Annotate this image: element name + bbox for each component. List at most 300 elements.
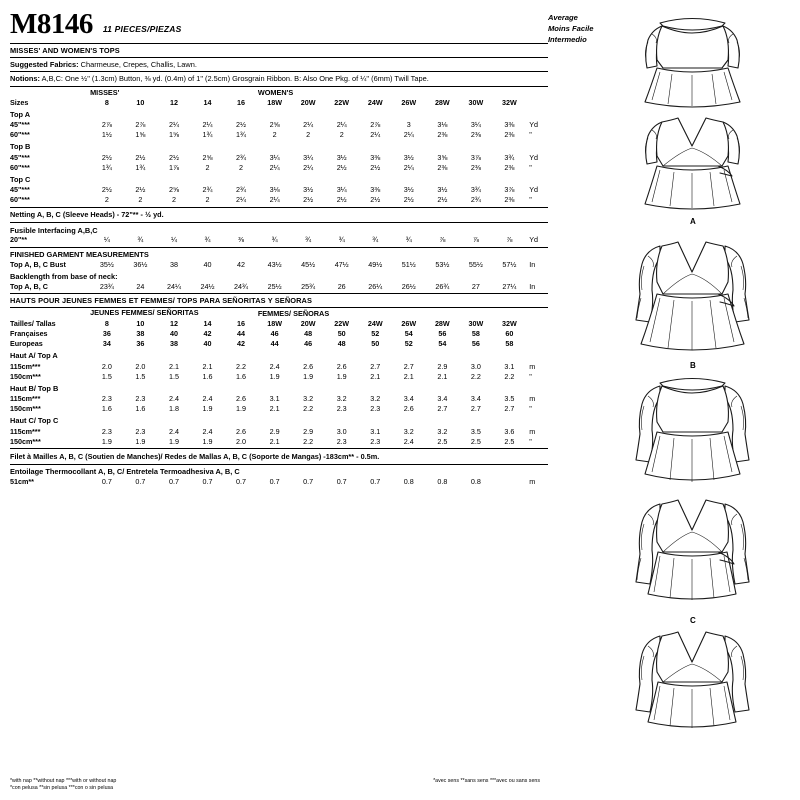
size-cell: 52 bbox=[371, 329, 380, 339]
figure-c-front bbox=[593, 490, 793, 625]
yardage-cell: 2.2 bbox=[504, 371, 515, 381]
yardage-row bbox=[10, 371, 548, 381]
width-label: 20"** bbox=[10, 235, 27, 245]
size-cell: 20W bbox=[300, 318, 316, 328]
yardage-cell: 2⅜ bbox=[470, 130, 481, 140]
measurement-cell: 24¾ bbox=[234, 281, 249, 291]
width-label: 150cm*** bbox=[10, 436, 41, 446]
measurement-cell: 47½ bbox=[334, 259, 349, 269]
yardage-cell: 2 bbox=[306, 130, 311, 140]
yardage-row bbox=[10, 195, 548, 205]
interfacing-cell: 0.8 bbox=[470, 476, 481, 486]
finished-row bbox=[10, 259, 548, 269]
yardage-cell: 1⅞ bbox=[168, 162, 179, 172]
yardage-cell: 2.7 bbox=[437, 404, 448, 414]
measurement-cell: 24½ bbox=[200, 281, 215, 291]
yardage-cell: 2⅝ bbox=[269, 120, 280, 130]
yardage-cell: 2 bbox=[239, 162, 244, 172]
yardage-cell: 2 bbox=[272, 130, 277, 140]
interfacing-cell: 0.7 bbox=[269, 476, 280, 486]
interfacing-cell: ¾ bbox=[405, 235, 412, 245]
size-cell: 10 bbox=[136, 318, 145, 328]
size-cell: 12 bbox=[169, 318, 178, 328]
interfacing-cell: ⅞ bbox=[506, 235, 513, 245]
section-title: Top B bbox=[10, 142, 31, 152]
yardage-cell: 2.7 bbox=[470, 404, 481, 414]
yardage-cell: 3⅞ bbox=[470, 152, 481, 162]
finished-measurements-table bbox=[10, 259, 548, 269]
size-cell: 54 bbox=[404, 329, 413, 339]
yardage-cell: 1.9 bbox=[135, 436, 146, 446]
footnotes bbox=[10, 778, 540, 792]
figure-label-a: A bbox=[690, 217, 696, 226]
yardage-cell: 2.7 bbox=[504, 404, 515, 414]
section-title-row bbox=[10, 349, 548, 361]
yardage-cell: 2½ bbox=[135, 184, 146, 194]
yardage-cell: 2½ bbox=[101, 184, 112, 194]
yardage-cell: 2.2 bbox=[236, 361, 247, 371]
yardage-cell: 2⅜ bbox=[437, 130, 448, 140]
yardage-cell: 1.9 bbox=[168, 436, 179, 446]
backlength-row bbox=[10, 281, 548, 291]
size-cell: 20W bbox=[300, 97, 316, 107]
unit-cell: m bbox=[529, 361, 536, 371]
yardage-cell: 2.5 bbox=[504, 436, 515, 446]
yardage-cell: 2½ bbox=[135, 152, 146, 162]
interfacing-title-french-spanish: Entoilage Thermocollant A, B, C/ Entretela Termoadhesiva A, B, C bbox=[10, 467, 240, 477]
yardage-cell: 2¼ bbox=[303, 120, 314, 130]
yardage-cell: 3.6 bbox=[504, 426, 515, 436]
measurement-cell: 43½ bbox=[267, 259, 282, 269]
yardage-cell: 2.6 bbox=[403, 404, 414, 414]
backlength-table bbox=[10, 281, 548, 291]
interfacing-cell: ¾ bbox=[338, 235, 345, 245]
group-header-row bbox=[10, 308, 548, 318]
yardage-cell: 2⅝ bbox=[168, 184, 179, 194]
yardage-cell: 2¾ bbox=[236, 152, 247, 162]
yardage-cell: 2¾ bbox=[236, 184, 247, 194]
notions-value: A,B,C: One ½" (1.3cm) Button, ⅜ yd. (0.4m) of 1" (2.5cm) Grosgrain Ribbon. B: Also One Pkg. of ¼" (6mm) Twill Tape. bbox=[39, 74, 429, 83]
yardage-cell: 3¾ bbox=[504, 152, 515, 162]
yardage-cell: 2.0 bbox=[236, 436, 247, 446]
size-cell: 8 bbox=[104, 318, 109, 328]
width-label: 45"*** bbox=[10, 184, 30, 194]
interfacing-cell bbox=[493, 476, 527, 486]
yardage-cell: 1½ bbox=[101, 130, 112, 140]
interfacing-cell: 0.8 bbox=[403, 476, 414, 486]
yardage-cell: 3.1 bbox=[504, 361, 515, 371]
interfacing-cell: ¾ bbox=[372, 235, 379, 245]
measurement-label: Top A, B, C bbox=[10, 281, 48, 291]
yardage-cell: 2½ bbox=[168, 152, 179, 162]
yardage-cell: 2½ bbox=[236, 120, 247, 130]
measurement-cell: 40 bbox=[203, 259, 212, 269]
section-title: Top C bbox=[10, 174, 31, 184]
yardage-cell: 1.9 bbox=[269, 371, 280, 381]
information-column bbox=[10, 10, 548, 794]
size-cell: 48 bbox=[337, 339, 346, 349]
size-row bbox=[10, 329, 548, 339]
yardage-cell: 3½ bbox=[336, 152, 347, 162]
page-title: MISSES' AND WOMEN'S TOPS bbox=[10, 46, 120, 55]
size-cell: 46 bbox=[270, 329, 279, 339]
yardage-cell: 3 bbox=[406, 120, 411, 130]
section-title: Top A bbox=[10, 109, 31, 119]
yardage-cell: 1.9 bbox=[336, 371, 347, 381]
yardage-cell: 2½ bbox=[336, 195, 347, 205]
unit-cell: " bbox=[529, 371, 532, 381]
yardage-cell: 2 bbox=[138, 195, 143, 205]
unit-cell: m bbox=[529, 476, 536, 486]
size-cell: 22W bbox=[334, 318, 350, 328]
interfacing-cell: ¼ bbox=[103, 235, 110, 245]
yardage-cell: 1.6 bbox=[202, 371, 213, 381]
yardage-cell: 2.6 bbox=[303, 361, 314, 371]
yardage-cell: 3⅛ bbox=[269, 184, 280, 194]
yardage-row bbox=[10, 361, 548, 371]
measurement-cell: 26¾ bbox=[435, 281, 450, 291]
bilingual-title: HAUTS POUR JEUNES FEMMES ET FEMMES/ TOPS PARA SEÑORITAS Y SEÑORAS bbox=[10, 296, 313, 306]
yardage-cell: 3½ bbox=[403, 152, 414, 162]
size-cell: 44 bbox=[270, 339, 279, 349]
interfacing-cell: 0.7 bbox=[236, 476, 247, 486]
interfacing-cell: ¾ bbox=[204, 235, 211, 245]
width-label: 60"*** bbox=[10, 130, 30, 140]
yardage-cell: 3.5 bbox=[470, 426, 481, 436]
size-cell: 26W bbox=[401, 97, 417, 107]
section-title-row bbox=[10, 381, 548, 393]
yardage-cell: 2½ bbox=[303, 195, 314, 205]
group-header-jeunes-femmes: JEUNES FEMMES/ SEÑORITAS bbox=[90, 308, 199, 318]
yardage-cell: 3⅞ bbox=[504, 184, 515, 194]
yardage-cell: 1.9 bbox=[303, 371, 314, 381]
measurement-cell: 26½ bbox=[401, 281, 416, 291]
group-header-row bbox=[10, 87, 548, 97]
yardage-row bbox=[10, 162, 548, 172]
yardage-cell: 2.9 bbox=[303, 426, 314, 436]
yardage-row bbox=[10, 184, 548, 194]
piece-count: 11 PIECES/PIEZAS bbox=[102, 24, 182, 34]
notions-label: Notions: bbox=[10, 74, 40, 83]
interfacing-table-english bbox=[10, 235, 548, 245]
size-cell: 60 bbox=[505, 329, 514, 339]
measurement-cell: 25½ bbox=[267, 281, 282, 291]
yardage-row bbox=[10, 436, 548, 446]
unit-cell: Yd bbox=[529, 235, 538, 245]
figure-a-front bbox=[593, 108, 793, 226]
yardage-cell: 2 bbox=[205, 162, 210, 172]
yardage-row bbox=[10, 152, 548, 162]
measurement-cell: 24 bbox=[136, 281, 145, 291]
size-cell: 42 bbox=[237, 339, 246, 349]
drawing-b-back bbox=[600, 370, 785, 490]
yardage-cell: 2.4 bbox=[168, 426, 179, 436]
yardage-cell: 1.8 bbox=[168, 404, 179, 414]
yardage-cell: 2.9 bbox=[437, 361, 448, 371]
yardage-cell: 3.1 bbox=[370, 426, 381, 436]
unit-cell: Yd bbox=[529, 120, 538, 130]
pattern-number: M8146 bbox=[10, 8, 93, 40]
footnote-with-or-without-nap: ***with or without nap bbox=[65, 777, 117, 784]
footnotes-french bbox=[433, 778, 540, 792]
backlength-title: Backlength from base of neck: bbox=[10, 271, 118, 281]
size-cell: 8 bbox=[104, 97, 109, 107]
interfacing-cell: 0.7 bbox=[135, 476, 146, 486]
unit-cell: " bbox=[529, 195, 532, 205]
size-cell: 14 bbox=[203, 318, 212, 328]
size-cell: 32W bbox=[502, 318, 517, 328]
yardage-cell: 2⅜ bbox=[504, 162, 515, 172]
yardage-cell: 2⅜ bbox=[504, 195, 515, 205]
yardage-cell: 2¼ bbox=[269, 195, 280, 205]
footnote-sin-pelusa: **sin pelusa bbox=[39, 784, 68, 791]
yardage-cell: 2.5 bbox=[470, 436, 481, 446]
yardage-cell: 2 bbox=[104, 195, 109, 205]
yardage-cell: 3⅜ bbox=[370, 184, 381, 194]
size-cell: 38 bbox=[169, 339, 178, 349]
size-cell: 46 bbox=[304, 339, 313, 349]
size-cell: 38 bbox=[136, 329, 145, 339]
measurement-cell: 45½ bbox=[301, 259, 316, 269]
footnote-avec-sens: *avec sens bbox=[433, 777, 459, 784]
yardage-cell: 3¼ bbox=[303, 152, 314, 162]
yardage-cell: 3.2 bbox=[403, 426, 414, 436]
size-cell: 22W bbox=[334, 97, 350, 107]
difficulty-fr: Moins Facile bbox=[547, 24, 594, 33]
size-cell: 14 bbox=[203, 97, 212, 107]
unit-cell: " bbox=[529, 404, 532, 414]
suggested-fabrics bbox=[10, 58, 548, 71]
yardage-cell: 2.3 bbox=[135, 426, 146, 436]
yardage-cell: 1.9 bbox=[202, 404, 213, 414]
unit-cell: m bbox=[529, 426, 536, 436]
yardage-cell: 2.3 bbox=[336, 404, 347, 414]
section-title: Haut C/ Top C bbox=[10, 416, 59, 426]
yardage-cell: 2.0 bbox=[101, 361, 112, 371]
measurement-cell: 51½ bbox=[401, 259, 416, 269]
yardage-cell: 3.4 bbox=[403, 394, 414, 404]
yardage-cell: 2¾ bbox=[202, 184, 213, 194]
width-label: 60"*** bbox=[10, 162, 30, 172]
yardage-cell: 2⅞ bbox=[101, 120, 112, 130]
netting-note-french-spanish: Filet à Mailles A, B, C (Soutien de Manches)/ Redes de Mallas A, B, C (Soporte de Mangas) -183cm** - 0.5m. bbox=[10, 451, 380, 461]
footnote-avec-ou-sans-sens: ***avec ou sans sens bbox=[489, 777, 540, 784]
yardage-cell: 2.0 bbox=[135, 361, 146, 371]
width-label: 115cm*** bbox=[10, 426, 41, 436]
yardage-cell: 2.2 bbox=[470, 371, 481, 381]
footnote-with-nap: *with nap bbox=[10, 777, 32, 784]
interfacing-row bbox=[10, 235, 548, 245]
yardage-cell: 2¼ bbox=[269, 162, 280, 172]
yardage-cell: 2 bbox=[171, 195, 176, 205]
sizes-row bbox=[10, 97, 548, 107]
drawing-c-front bbox=[600, 490, 785, 615]
size-cell: 32W bbox=[502, 97, 517, 107]
yardage-cell: 2 bbox=[339, 130, 344, 140]
yardage-cell: 2.3 bbox=[370, 436, 381, 446]
figure-b-back bbox=[593, 370, 793, 490]
yardage-cell: 2.1 bbox=[269, 436, 280, 446]
interfacing-cell: 0.8 bbox=[437, 476, 448, 486]
yardage-cell: 3⅜ bbox=[370, 152, 381, 162]
yardage-cell: 1¾ bbox=[101, 162, 112, 172]
size-cell: 18W bbox=[267, 97, 282, 107]
footnote-without-nap: **without nap bbox=[33, 777, 65, 784]
figure-b-front bbox=[593, 232, 793, 370]
yardage-cell: 2.3 bbox=[336, 436, 347, 446]
size-cell: 52 bbox=[404, 339, 413, 349]
yardage-cell: 1¾ bbox=[135, 162, 146, 172]
size-cell: 28W bbox=[434, 97, 450, 107]
size-label: Tailles/ Tallas bbox=[10, 318, 56, 328]
yardage-cell: 3.1 bbox=[269, 394, 280, 404]
yardage-cell: 2⅝ bbox=[202, 152, 213, 162]
size-cell: 12 bbox=[169, 97, 178, 107]
yardage-cell: 2¼ bbox=[403, 162, 414, 172]
interfacing-cell: 0.7 bbox=[303, 476, 314, 486]
measurement-cell: 23¾ bbox=[99, 281, 114, 291]
figure-a-back bbox=[593, 10, 793, 110]
width-label: 60"*** bbox=[10, 195, 30, 205]
yardage-cell: 3¾ bbox=[470, 184, 481, 194]
yardage-cell: 3.2 bbox=[303, 394, 314, 404]
yardage-cell: 2¼ bbox=[236, 195, 247, 205]
yardage-cell: 2.4 bbox=[202, 394, 213, 404]
figure-label-c: C bbox=[690, 616, 696, 625]
size-cell: 50 bbox=[371, 339, 380, 349]
group-header-femmes: FEMMES/ SEÑORAS bbox=[257, 308, 330, 318]
yardage-cell: 2⅞ bbox=[135, 120, 146, 130]
netting-note-english: Netting A, B, C (Sleeve Heads) - 72"** - ½ yd. bbox=[10, 210, 164, 220]
yardage-cell: 2½ bbox=[437, 195, 448, 205]
yardage-row bbox=[10, 426, 548, 436]
yardage-cell: 3.4 bbox=[437, 394, 448, 404]
size-cell: 40 bbox=[203, 339, 212, 349]
drawing-c-back bbox=[600, 620, 785, 740]
interfacing-row bbox=[10, 476, 548, 486]
size-cell: 16 bbox=[237, 318, 246, 328]
figure-c-back bbox=[593, 620, 793, 740]
line-drawings bbox=[548, 10, 792, 785]
yardage-cell: 2.1 bbox=[168, 361, 179, 371]
width-label: 115cm*** bbox=[10, 394, 41, 404]
size-cell: 58 bbox=[471, 329, 480, 339]
yardage-cell: 1.6 bbox=[101, 404, 112, 414]
yardage-cell: 3.0 bbox=[470, 361, 481, 371]
yardage-cell: 2.3 bbox=[370, 404, 381, 414]
yardage-table-english bbox=[10, 87, 548, 205]
interfacing-cell: ⅞ bbox=[472, 235, 479, 245]
yardage-row bbox=[10, 130, 548, 140]
width-label: 45"*** bbox=[10, 120, 30, 130]
footnote-con-o-sin-pelusa: ***con o sin pelusa bbox=[68, 784, 114, 791]
yardage-cell: 2.6 bbox=[236, 394, 247, 404]
footnote-con-pelusa: *con pelusa bbox=[10, 784, 38, 791]
yardage-cell: 1.9 bbox=[236, 404, 247, 414]
size-cell: 24W bbox=[367, 97, 383, 107]
yardage-cell: 2⅞ bbox=[370, 120, 381, 130]
section-title: Haut A/ Top A bbox=[10, 351, 58, 361]
yardage-cell: 3¼ bbox=[269, 152, 280, 162]
yardage-cell: 2½ bbox=[370, 195, 381, 205]
yardage-cell: 2⅜ bbox=[437, 162, 448, 172]
yardage-cell: 3⅝ bbox=[437, 152, 448, 162]
width-label: 150cm*** bbox=[10, 371, 41, 381]
width-label: 150cm*** bbox=[10, 404, 41, 414]
yardage-cell: 3⅛ bbox=[437, 120, 448, 130]
size-cell: 56 bbox=[471, 339, 480, 349]
notions bbox=[10, 72, 548, 86]
interfacing-cell: 0.7 bbox=[101, 476, 112, 486]
measurement-cell: 36½ bbox=[133, 259, 148, 269]
yardage-cell: 3⅜ bbox=[504, 120, 515, 130]
yardage-cell: 2.2 bbox=[303, 436, 314, 446]
size-cell: 36 bbox=[102, 329, 111, 339]
unit-cell: In bbox=[529, 259, 536, 269]
drawing-a-front bbox=[600, 108, 785, 216]
width-label: 115cm*** bbox=[10, 361, 41, 371]
measurement-cell: 26 bbox=[337, 281, 346, 291]
interfacing-cell: ¾ bbox=[271, 235, 278, 245]
illustration-column bbox=[548, 10, 792, 794]
yardage-cell: 2.3 bbox=[135, 394, 146, 404]
yardage-cell: 1⅝ bbox=[168, 130, 179, 140]
size-cell: 26W bbox=[401, 318, 417, 328]
size-cell: 54 bbox=[438, 339, 447, 349]
unit-cell: " bbox=[529, 436, 532, 446]
yardage-row bbox=[10, 404, 548, 414]
yardage-cell: 2.4 bbox=[269, 361, 280, 371]
size-row bbox=[10, 318, 548, 328]
yardage-cell: 2.6 bbox=[236, 426, 247, 436]
yardage-cell: 2½ bbox=[336, 162, 347, 172]
size-cell: 56 bbox=[438, 329, 447, 339]
section-title-row bbox=[10, 107, 548, 119]
yardage-cell: 2.1 bbox=[202, 361, 213, 371]
yardage-cell: 3½ bbox=[437, 184, 448, 194]
yardage-cell: 2¾ bbox=[470, 195, 481, 205]
yardage-cell: 2.3 bbox=[101, 394, 112, 404]
yardage-cell: 2.1 bbox=[437, 371, 448, 381]
yardage-cell: 1.5 bbox=[101, 371, 112, 381]
measurement-cell: 25¾ bbox=[301, 281, 316, 291]
footnote-sans-sens: **sans sens bbox=[460, 777, 489, 784]
figure-label-b: B bbox=[690, 361, 696, 370]
size-cell: 10 bbox=[136, 97, 145, 107]
section-title-row bbox=[10, 172, 548, 184]
yardage-cell: 3.2 bbox=[437, 426, 448, 436]
yardage-cell: 2.7 bbox=[403, 361, 414, 371]
yardage-table-french-spanish bbox=[10, 308, 548, 446]
measurement-cell: 27¼ bbox=[502, 281, 517, 291]
size-cell: 50 bbox=[337, 329, 346, 339]
interfacing-cell: ⅞ bbox=[439, 235, 446, 245]
finished-measurements-title: FINISHED GARMENT MEASUREMENTS bbox=[10, 250, 149, 260]
yardage-cell: 3.2 bbox=[336, 394, 347, 404]
yardage-cell: 2¼ bbox=[202, 120, 213, 130]
measurement-cell: 55½ bbox=[468, 259, 483, 269]
yardage-cell: 2.7 bbox=[370, 361, 381, 371]
size-cell: 48 bbox=[304, 329, 313, 339]
difficulty-en: Average bbox=[547, 13, 578, 22]
yardage-cell: 2⅜ bbox=[470, 162, 481, 172]
size-cell: 24W bbox=[367, 318, 383, 328]
measurement-label: Top A, B, C Bust bbox=[10, 259, 66, 269]
yardage-cell: 3.0 bbox=[336, 426, 347, 436]
yardage-cell: 2¼ bbox=[336, 120, 347, 130]
size-cell: 16 bbox=[237, 97, 246, 107]
width-label: 45"*** bbox=[10, 152, 30, 162]
